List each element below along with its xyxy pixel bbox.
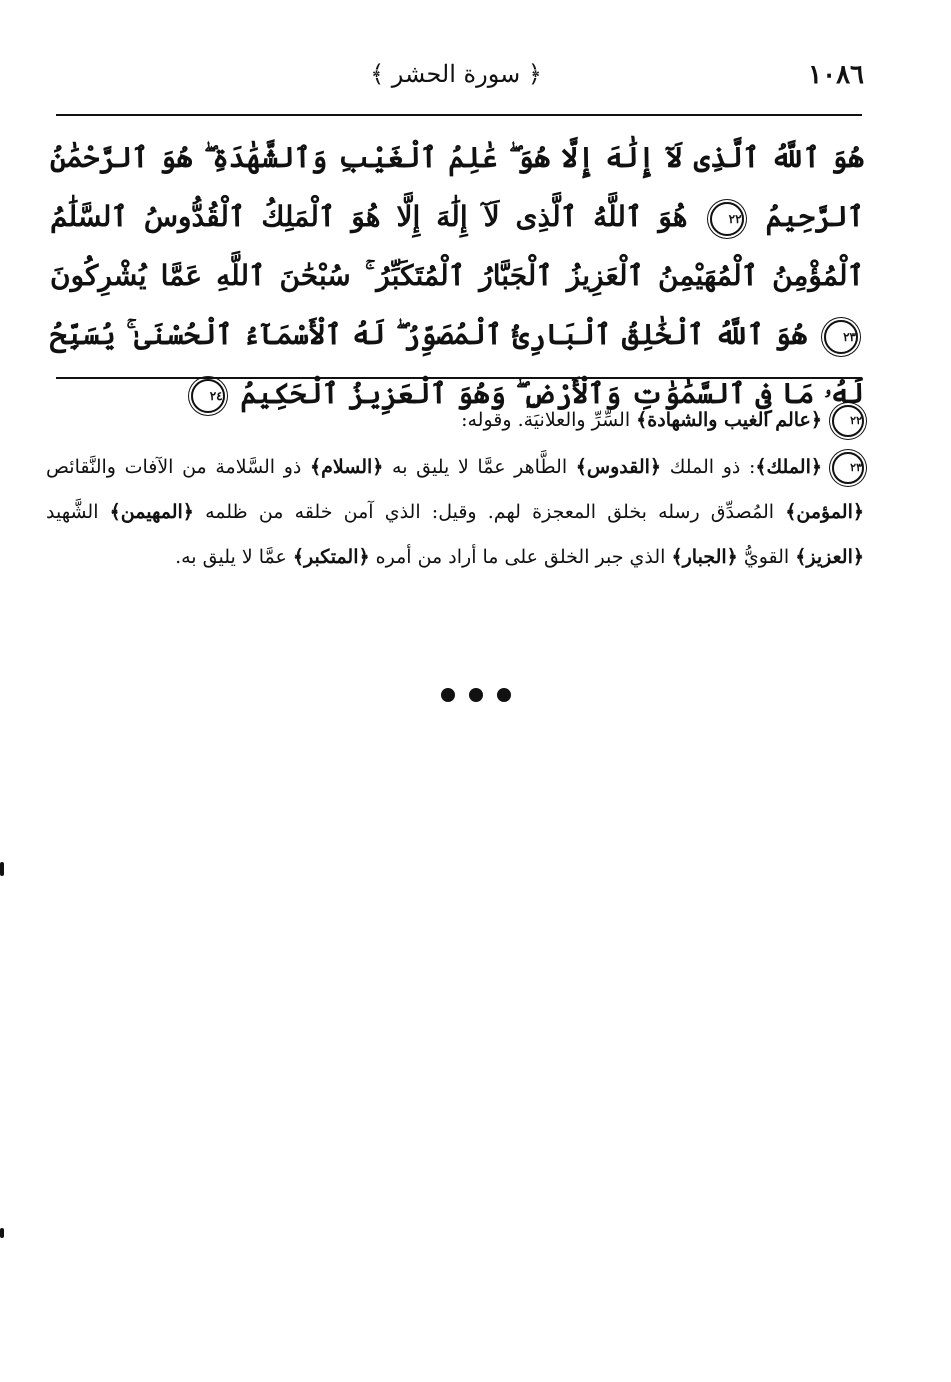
note-23-text-5: الشَّهيد [46,501,110,523]
term-al-muhaymin: ﴿المهيمن﴾ [109,501,194,523]
ornament-dot [469,688,483,702]
term-al-quddus: ﴿القدوس﴾ [575,456,662,478]
note-23-number: ٢٣ [832,452,864,484]
note-22-text: السِّرِّ والعلانيَة. وقوله: [461,409,637,431]
section-end-ornament [0,688,951,706]
header-divider [56,114,862,116]
verse-24-text: هُوَ ٱللَّهُ ٱلْخَٰلِقُ ٱلْبَارِئُ ٱلْمُصَوِّرُ ۖ لَهُ ٱلْأَسْمَآءُ ٱلْحُسْنَىٰ ۚ يُسَبِّحُ لَهُۥ مَا فِى ٱلسَّمَٰوَٰتِ وَٱلْأَرْضِ ۖ وَهُوَ ٱلْعَزِيزُ ٱلْحَكِيمُ [50,318,864,410]
surah-title: ﴿ سورة الحشر ﴾ [370,60,542,88]
scan-edge-mark [0,862,4,876]
note-23-text-4: المُصدِّق رسله بخلق المعجزة لهم. وقيل: الذي آمن خلقه من ظلمه [193,501,786,523]
ayah-marker-24: ٢٤ [191,379,225,413]
ornament-dot [497,688,511,702]
note-22-term: ﴿عالم الغيب والشهادة﴾ [636,409,822,431]
scan-edge-mark [0,1228,4,1238]
term-as-salam: ﴿السلام﴾ [310,456,384,478]
note-23-text-6: القويُّ [737,546,796,568]
ornament-dot [441,688,455,702]
verse-22-text: هُوَ ٱللَّهُ ٱلَّذِى لَآ إِلَٰهَ إِلَّا هُوَ ۖ عَٰلِمُ ٱلْغَيْبِ وَٱلشَّهَٰدَةِ ۖ هُوَ ٱلرَّحْمَٰنُ ٱلرَّحِيمُ [50,141,864,233]
ayah-marker-23: ٢٣ [824,320,858,354]
note-23-text-8: عمَّا لا يليق به. [175,546,293,568]
note-23 [46,445,864,580]
term-al-malik: ﴿الملك﴾ [755,456,822,478]
note-23-text-3: ذو السَّلامة من الآفات والنَّقائص [46,456,311,478]
tafsir-divider [56,377,862,379]
note-22 [46,398,864,443]
page-number: ١٠٨٦ [808,60,864,90]
term-al-mutakabbir: ﴿المتكبر﴾ [292,546,370,568]
term-al-aziz: ﴿العزيز﴾ [795,546,864,568]
verse-23-text: هُوَ ٱللَّهُ ٱلَّذِى لَآ إِلَٰهَ إِلَّا هُوَ ٱلْمَلِكُ ٱلْقُدُّوسُ ٱلسَّلَٰمُ ٱلْمُؤْمِنُ ٱلْمُهَيْمِنُ ٱلْعَزِيزُ ٱلْجَبَّارُ ٱلْمُتَكَبِّرُ ۚ سُبْحَٰنَ ٱللَّهِ عَمَّا يُشْرِكُونَ [50,200,864,292]
note-23-text-7: الذي جبر الخلق على ما أراد من أمره [369,546,672,568]
tafsir-notes [46,398,864,582]
page-header [48,58,864,98]
ayah-marker-22: ٢٢ [710,202,744,236]
note-22-number: ٢٢ [832,405,864,437]
term-al-jabbar: ﴿الجبار﴾ [671,546,738,568]
note-23-text-2: الطَّاهر عمَّا لا يليق به [383,456,576,478]
term-al-mumin: ﴿المؤمن﴾ [785,501,864,523]
note-23-text-1: : ذو الملك [661,456,756,478]
